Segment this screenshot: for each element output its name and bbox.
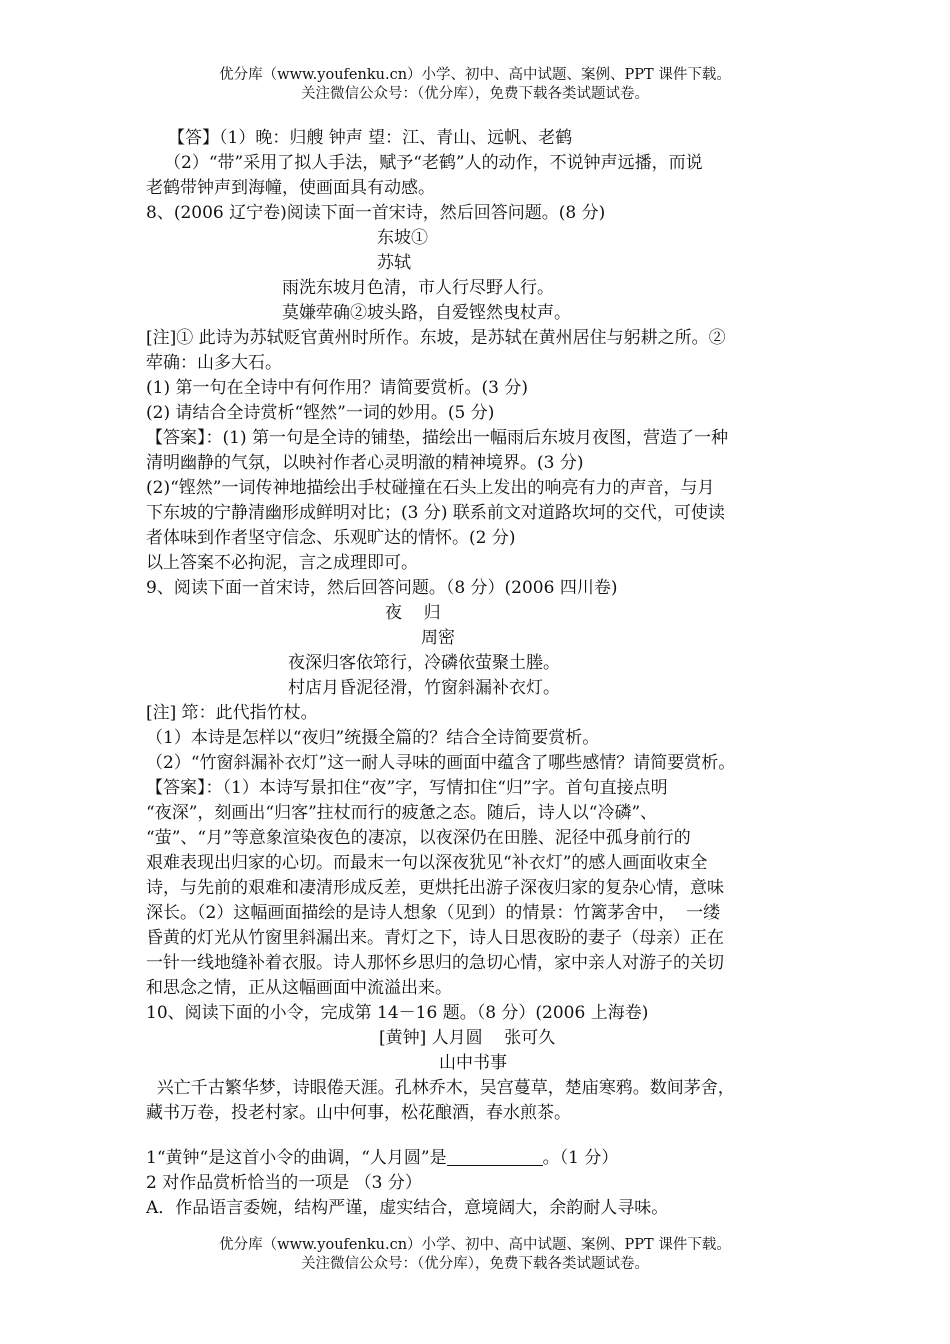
sub-question: (2) 请结合全诗赏析“铿然”一词的妙用。(5 分) [146,403,495,423]
footer-line-1: 优分库（www.youfenku.cn）小学、初中、高中试题、案例、PPT 课件下载。 [219,1237,731,1253]
answer-blank [447,1147,543,1166]
option-a: A．作品语言委婉，结构严谨，虚实结合，意境阔大，余韵耐人寻味。 [146,1198,669,1218]
answer-line: 下东坡的宁静清幽形成鲜明对比；(3 分) 联系前文对道路坎坷的交代，可使读 [146,503,725,523]
note-line: [注] 筇：此代指竹杖。 [146,703,318,723]
answer-line: 昏黄的灯光从竹窗里斜漏出来。青灯之下，诗人日思夜盼的妻子（母亲）正在 [146,928,724,948]
song-text: 藏书万卷，投老村家。山中何事，松花酿酒，春水煎茶。 [146,1103,571,1123]
sub-question: (1) 第一句在全诗中有何作用？请简要赏析。(3 分) [146,378,528,398]
question-9-heading: 9、阅读下面一首宋诗，然后回答问题。（8 分）(2006 四川卷) [146,578,618,598]
sub-question: （1）本诗是怎样以“夜归”统摄全篇的？结合全诗简要赏析。 [146,728,600,748]
answer-line: “萤”、“月”等意象渲染夜色的凄凉，以夜深仍在田塍、泥径中孤身前行的 [146,828,691,848]
answer-line: 者体味到作者坚守信念、乐观旷达的情怀。(2 分) [146,528,516,548]
note-line: [注]① 此诗为苏轼贬官黄州时所作。东坡，是苏轼在黄州居住与躬耕之所。② [146,328,726,348]
answer-line: 【答案】：(1) 第一句是全诗的铺垫，描绘出一幅雨后东坡月夜图，营造了一种 [146,428,728,448]
poem-line: 村店月昏泥径滑，竹窗斜漏补衣灯。 [288,678,560,698]
answer-line: 清明幽静的气氛，以映衬作者心灵明澈的精神境界。(3 分) [146,453,584,473]
poem-title: 东坡① [377,228,428,248]
answer-line: 艰难表现出归家的心切。而最末一句以深夜犹见“补衣灯”的感人画面收束全 [146,853,708,873]
page-header [0,66,950,104]
poem-line: 雨洗东坡月色清，市人行尽野人行。 [282,278,554,298]
note-line: 荦确：山多大石。 [146,353,282,373]
answer-line: 以上答案不必拘泥，言之成理即可。 [146,553,418,573]
sub-question: （2）“竹窗斜漏补衣灯”这一耐人寻味的画面中蕴含了哪些感情？请简要赏析。 [146,753,736,773]
question-1-text: 1“黄钟“是这首小令的曲调，“人月圆”是 [146,1148,447,1168]
page-footer [0,1236,950,1274]
question-8-heading: 8、(2006 辽宁卷)阅读下面一首宋诗，然后回答问题。(8 分) [146,203,606,223]
poem-line: 夜深归客依筇行，冷磷依萤聚土塍。 [288,653,560,673]
answer-line: 老鹤带钟声到海幢，使画面具有动感。 [146,178,435,198]
answer-line: 诗，与先前的艰难和凄清形成反差，更烘托出游子深夜归家的复杂心情，意味 [146,878,724,898]
footer-line-2: 关注微信公众号：（优分库），免费下载各类试题试卷。 [301,1256,649,1272]
poem-line: 莫嫌荦确②坡头路，自爱铿然曳杖声。 [282,303,571,323]
answer-line: 【答案】：（1）本诗写景扣住“夜”字，写情扣住“归”字。首句直接点明 [146,778,668,798]
poem-author: 苏轼 [377,253,411,273]
song-title: [黄钟] 人月圆 张可久 [379,1028,556,1048]
song-text: 兴亡千古繁华梦，诗眼倦天涯。孔林乔木，吴宫蔓草，楚庙寒鸦。数间茅舍， [146,1078,735,1098]
answer-line: 和思念之情，正从这幅画面中流溢出来。 [146,978,452,998]
header-line-2: 关注微信公众号：（优分库），免费下载各类试题试卷。 [301,86,649,102]
answer-line: 【答】（1）晚：归艘 钟声 望：江、青山、远帆、老鹤 [168,128,573,148]
answer-line: (2)“铿然”一词传神地描绘出手杖碰撞在石头上发出的响亮有力的声音，与月 [146,478,715,498]
question-10-heading: 10、阅读下面的小令，完成第 14－16 题。（8 分）(2006 上海卷) [146,1003,649,1023]
question-1-score: 。（1 分） [542,1148,619,1168]
question-1 [146,1146,618,1170]
header-line-1: 优分库（www.youfenku.cn）小学、初中、高中试题、案例、PPT 课件下载。 [219,67,731,83]
song-subtitle: 山中书事 [439,1053,507,1073]
answer-line: “夜深”，刻画出“归客”拄杖而行的疲惫之态。随后，诗人以“冷磷”、 [146,803,658,823]
answer-line: 深长。（2）这幅画面描绘的是诗人想象（见到）的情景：竹篱茅舍中， 一缕 [146,903,721,923]
answer-line: 一针一线地缝补着衣服。诗人那怀乡思归的急切心情，家中亲人对游子的关切 [146,953,724,973]
poem-title: 夜 归 [385,603,441,623]
answer-line: （2）“带”采用了拟人手法，赋予“老鹤”人的动作，不说钟声远播，而说 [164,153,703,173]
question-2: 2 对作品赏析恰当的一项是 （3 分） [146,1173,422,1193]
poem-author: 周密 [421,628,455,648]
